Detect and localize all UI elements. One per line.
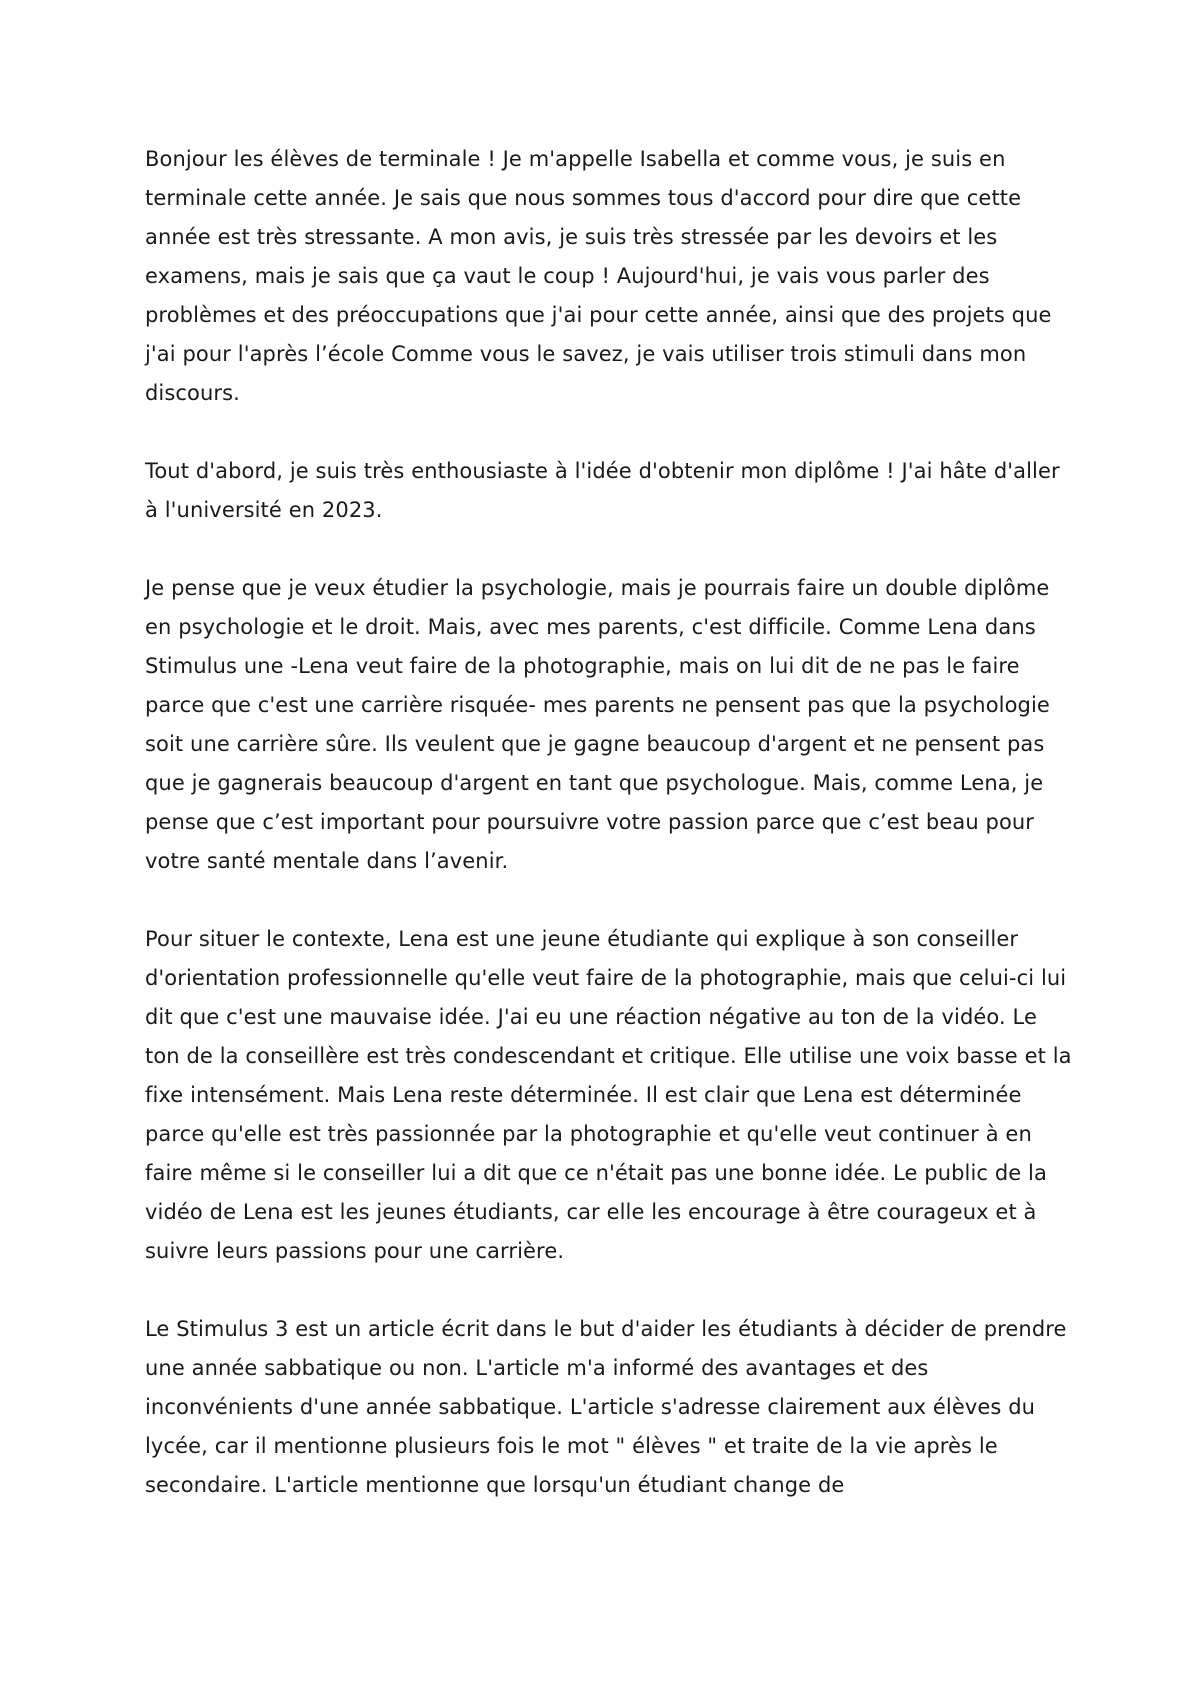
paragraph-graduation: Tout d'abord, je suis très enthousiaste à l'idée d'obtenir mon diplôme ! J'ai hâte d'aller à l'université en 2023. [145,459,1060,522]
paragraph-stimulus-3: Le Stimulus 3 est un article écrit dans le but d'aider les étudiants à décider de prendre une année sabbatique ou non. L'article m'a informé des avantages et des inconvénients d'une année sabbatique. L'article s'adresse clairement aux élèves du lycée, car il mentionne plusieurs fois le mot " élèves " et traite de la vie après le secondaire. L'article mentionne que lorsqu'un étudiant change de [145,1317,1067,1497]
paragraph-lena-context: Pour situer le contexte, Lena est une jeune étudiante qui explique à son conseiller d'orientation professionnelle qu'elle veut faire de la photographie, mais que celui-ci lui dit que c'est une mauvaise idée. J'ai eu une réaction négative au ton de la vidéo. Le ton de la conseillère est très condescendant et critique. Elle utilise une voix basse et la fixe intensément. Mais Lena reste déterminée. Il est clair que Lena est déterminée parce qu'elle est très passionnée par la photographie et qu'elle veut continuer à en faire même si le conseiller lui a dit que ce n'était pas une bonne idée. Le public de la vidéo de Lena est les jeunes étudiants, car elle les encourage à être courageux et à suivre leurs passions pour une carrière. [145,927,1072,1263]
paragraph-psychology: Je pense que je veux étudier la psychologie, mais je pourrais faire un double diplôme en psychologie et le droit. Mais, avec mes parents, c'est difficile. Comme Lena dans Stimulus une -Lena veut faire de la photographie, mais on lui dit de ne pas le faire parce que c'est une carrière risquée- mes parents ne pensent pas que la psychologie soit une carrière sûre. Ils veulent que je gagne beaucoup d'argent et ne pensent pas que je gagnerais beaucoup d'argent en tant que psychologue. Mais, comme Lena, je pense que c’est important pour poursuivre votre passion parce que c’est beau pour votre santé mentale dans l’avenir. [145,576,1050,873]
paragraph-intro: Bonjour les élèves de terminale ! Je m'appelle Isabella et comme vous, je suis en terminale cette année. Je sais que nous sommes tous d'accord pour dire que cette année est très stressante. A mon avis, je suis très stressée par les devoirs et les examens, mais je sais que ça vaut le coup ! Aujourd'hui, je vais vous parler des problèmes et des préoccupations que j'ai pour cette année, ainsi que des projets que j'ai pour l'après l’école Comme vous le savez, je vais utiliser trois stimuli dans mon discours. [145,147,1052,405]
document-body [145,140,1075,1505]
